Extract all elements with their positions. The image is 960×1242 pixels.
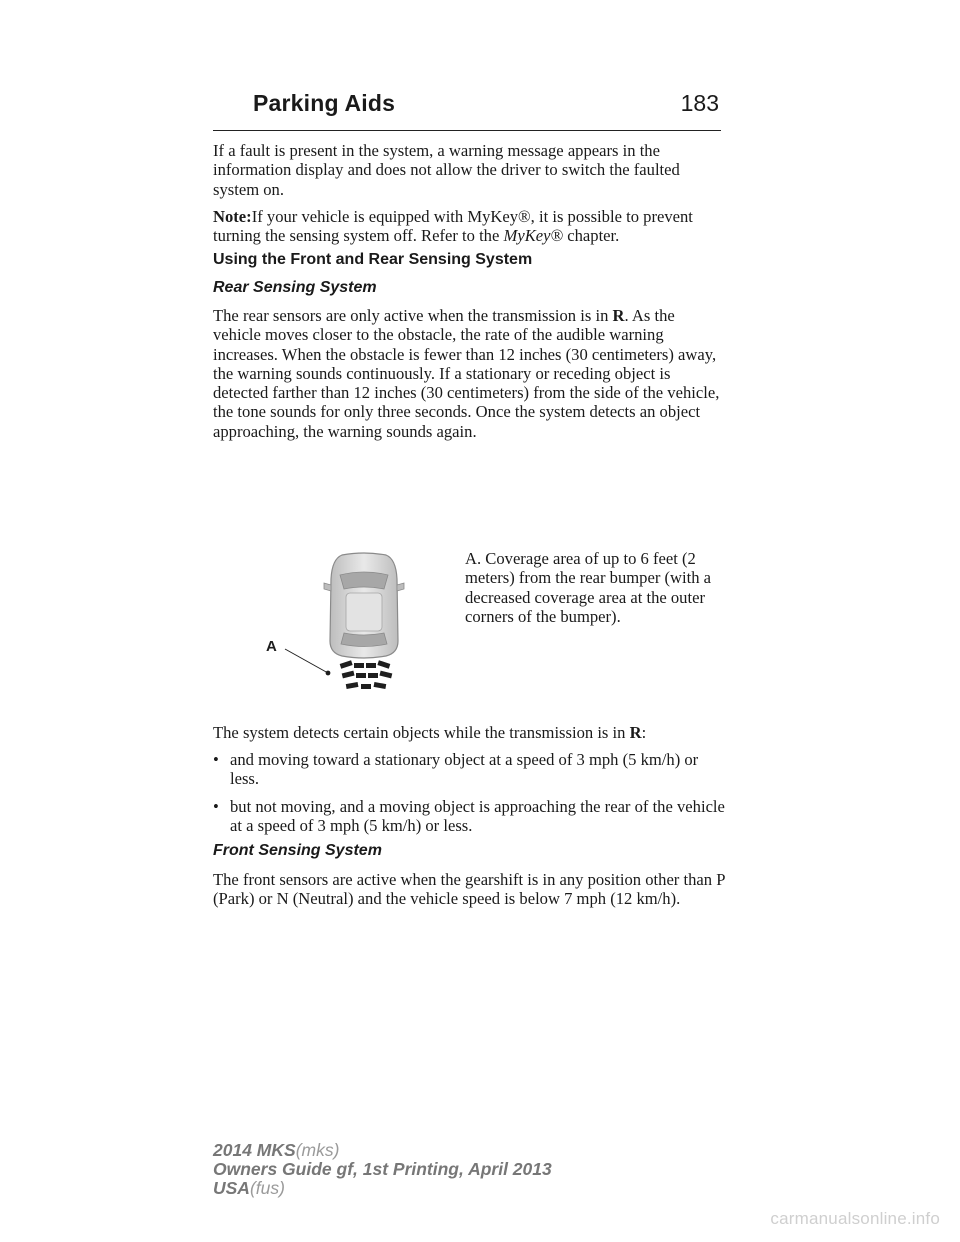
bullet-text: but not moving, and a moving object is approaching the rear of the vehicle at a speed of 3 mph (5 km/h) or less. [230,797,725,836]
footer-model: 2014 MKS [213,1140,296,1160]
rear-para-text-1: The rear sensors are only active when the transmission is in [213,306,613,325]
section-heading: Using the Front and Rear Sensing System [213,251,533,268]
rear-gear-r: R [612,306,625,325]
front-sensing-heading: Front Sensing System [213,842,382,859]
note-label: Note: [213,207,252,226]
front-sensing-paragraph: The front sensors are active when the gearshift is in any position other than P (Park) or N (Neutral) and the vehicle speed is below 7 mph (12 km/h). [213,870,725,909]
rear-para-text-2: . As the vehicle moves closer to the obstacle, the rate of the audible warning increases. When the obstacle is fewer than 12 inches (30 centimeters) away, the warning sounds continuously. If a stationary or receding object is detected farther than 12 inches (30 centimeters) from the side of the vehicle, the tone sounds for only three seconds. Once the system detects an object approaching, the warning sounds again. [213,306,720,441]
note-paragraph [213,207,725,246]
page-number: 183 [680,90,719,116]
mykey-reference: MyKey® [503,226,564,246]
detect-paragraph [213,723,725,742]
page-title: Parking Aids [253,90,396,116]
rear-sensor-coverage-figure [256,545,436,705]
rear-sensing-paragraph [213,306,725,441]
rear-sensing-heading: Rear Sensing System [213,279,377,296]
car-top-view-icon [256,545,436,705]
bullet-mark: • [213,750,219,769]
detect-text-2: : [641,723,647,742]
note-text-2: chapter. [563,226,620,246]
list-item [213,750,725,789]
detect-gear-r: R [629,723,642,742]
bullet-mark: • [213,797,219,816]
bullet-text: and moving toward a stationary object at a speed of 3 mph (5 km/h) or less. [230,750,699,789]
footer-market: USA [213,1178,250,1198]
document-footer [213,1141,552,1198]
footer-market-code: (fus) [249,1178,285,1198]
page-header [213,90,721,131]
site-watermark: carmanualsonline.info [770,1209,940,1228]
fault-paragraph: If a fault is present in the system, a warning message appears in the information display and does not allow the driver to switch the faulted system on. [213,141,680,199]
note-text-1: If your vehicle is equipped with MyKey®, it is possible to prevent turning the sensing system off. Refer to the [213,207,693,246]
footer-guide-info: Owners Guide gf, 1st Printing, April 2013 [213,1159,552,1179]
detect-text-1: The system detects certain objects while the transmission is in [213,723,630,742]
figure-callout-a: A. Coverage area of up to 6 feet (2 meters) from the rear bumper (with a decreased coverage area at the outer corners of the bumper). [465,549,712,626]
list-item [213,797,725,836]
figure-label-a: A [266,638,277,655]
footer-model-code: (mks) [295,1140,340,1160]
